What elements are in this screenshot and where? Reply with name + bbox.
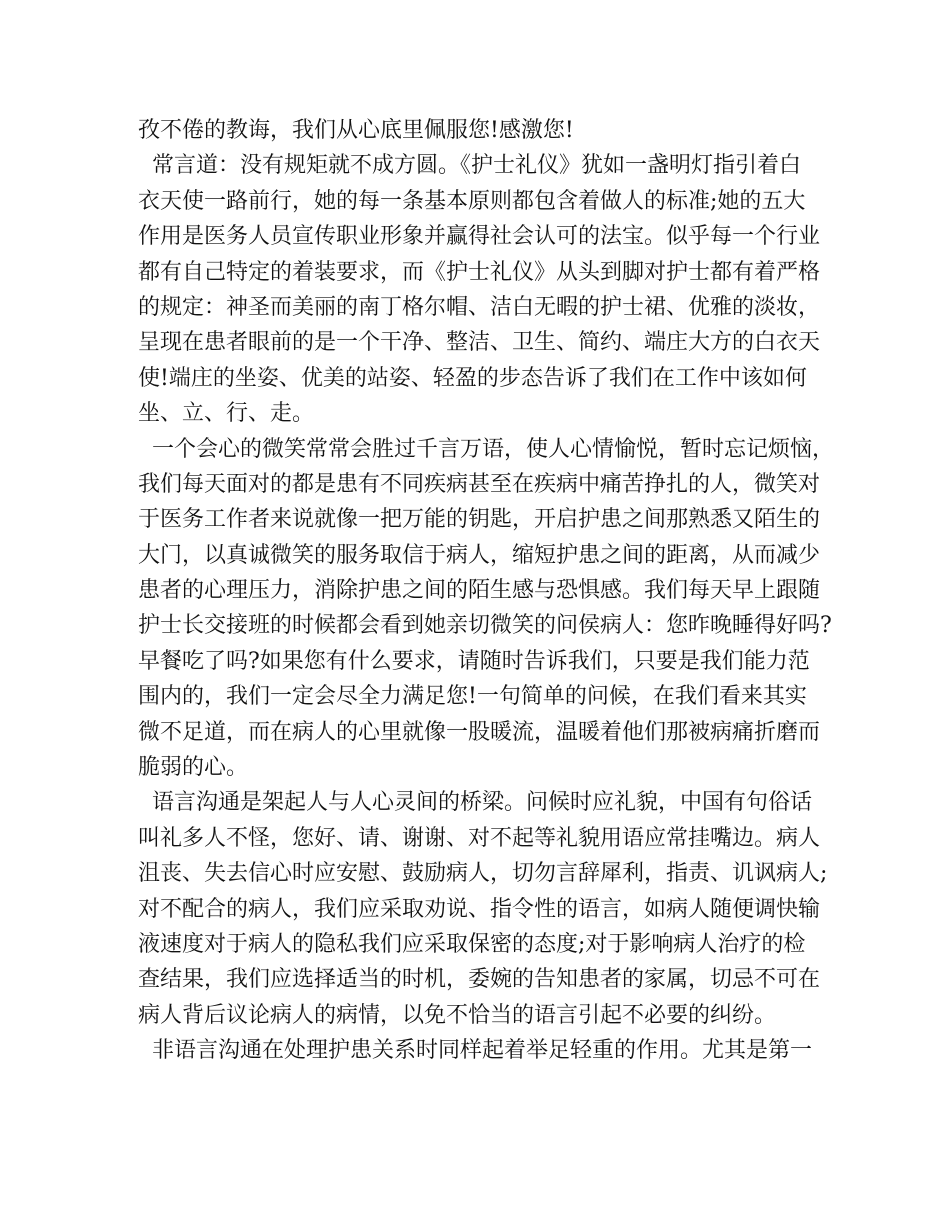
text-line: 非语言沟通在处理护患关系时同样起着举足轻重的作用。尤其是第一 xyxy=(138,1038,812,1064)
text-line: 于医务工作者来说就像一把万能的钥匙，开启护患之间那熟悉又陌生的 xyxy=(138,507,821,533)
text-line: 早餐吃了吗?如果您有什么要求，请随时告诉我们，只要是我们能力范 xyxy=(138,648,810,674)
text-line: 呈现在患者眼前的是一个干净、整洁、卫生、简约、端庄大方的白衣天 xyxy=(138,330,821,356)
text-line: 我们每天面对的都是患有不同疾病甚至在疾病中痛苦挣扎的人，微笑对 xyxy=(138,471,821,497)
text-line: 叫礼多人不怪，您好、请、谢谢、对不起等礼貌用语应常挂嘴边。病人 xyxy=(138,825,821,851)
text-line: 都有自己特定的着装要求，而《护士礼仪》从头到脚对护士都有着严格 xyxy=(138,259,821,285)
text-line: 液速度对于病人的隐私我们应采取保密的态度;对于影响病人治疗的检 xyxy=(138,931,806,957)
text-line: 微不足道，而在病人的心里就像一股暖流，温暖着他们那被病痛折磨而 xyxy=(138,719,821,745)
text-line: 的规定：神圣而美丽的南丁格尔帽、洁白无暇的护士裙、优雅的淡妆， xyxy=(138,294,821,320)
text-line: 围内的，我们一定会尽全力满足您!一句简单的问候，在我们看来其实 xyxy=(138,684,807,710)
text-line: 病人背后议论病人的病情，以免不恰当的语言引起不必要的纠纷。 xyxy=(138,1002,777,1028)
text-line: 语言沟通是架起人与人心灵间的桥梁。问候时应礼貌，中国有句俗话 xyxy=(138,790,812,816)
text-line: 沮丧、失去信心时应安慰、鼓励病人，切勿言辞犀利，指责、讥讽病人; xyxy=(138,861,828,887)
text-line: 衣天使一路前行，她的每一条基本原则都包含着做人的标准;她的五大 xyxy=(138,188,806,214)
text-line: 大门，以真诚微笑的服务取信于病人，缩短护患之间的距离，从而减少 xyxy=(138,542,821,568)
text-line: 坐、立、行、走。 xyxy=(138,401,315,427)
text-line: 护士长交接班的时候都会看到她亲切微笑的问侯病人：您昨晚睡得好吗? xyxy=(138,613,832,639)
text-line: 作用是医务人员宣传职业形象并赢得社会认可的法宝。似乎每一个行业 xyxy=(138,224,821,250)
text-line: 常言道：没有规矩就不成方圆。《护士礼仪》犹如一盏明灯指引着白 xyxy=(138,153,801,179)
text-line: 对不配合的病人，我们应采取劝说、指令性的语言，如病人随便调快输 xyxy=(138,896,821,922)
text-line: 查结果，我们应选择适当的时机，委婉的告知患者的家属，切忌不可在 xyxy=(138,967,821,993)
text-line: 患者的心理压力，消除护患之间的陌生感与恐惧感。我们每天早上跟随 xyxy=(138,578,821,604)
text-line: 一个会心的微笑常常会胜过千言万语，使人心情愉悦，暂时忘记烦恼， xyxy=(138,436,834,462)
text-line: 脆弱的心。 xyxy=(138,755,249,781)
text-line: 使!端庄的坐姿、优美的站姿、轻盈的步态告诉了我们在工作中该如何 xyxy=(138,365,807,391)
body-text xyxy=(138,113,834,1069)
text-line: 孜不倦的教诲，我们从心底里佩服您!感激您! xyxy=(138,118,574,143)
